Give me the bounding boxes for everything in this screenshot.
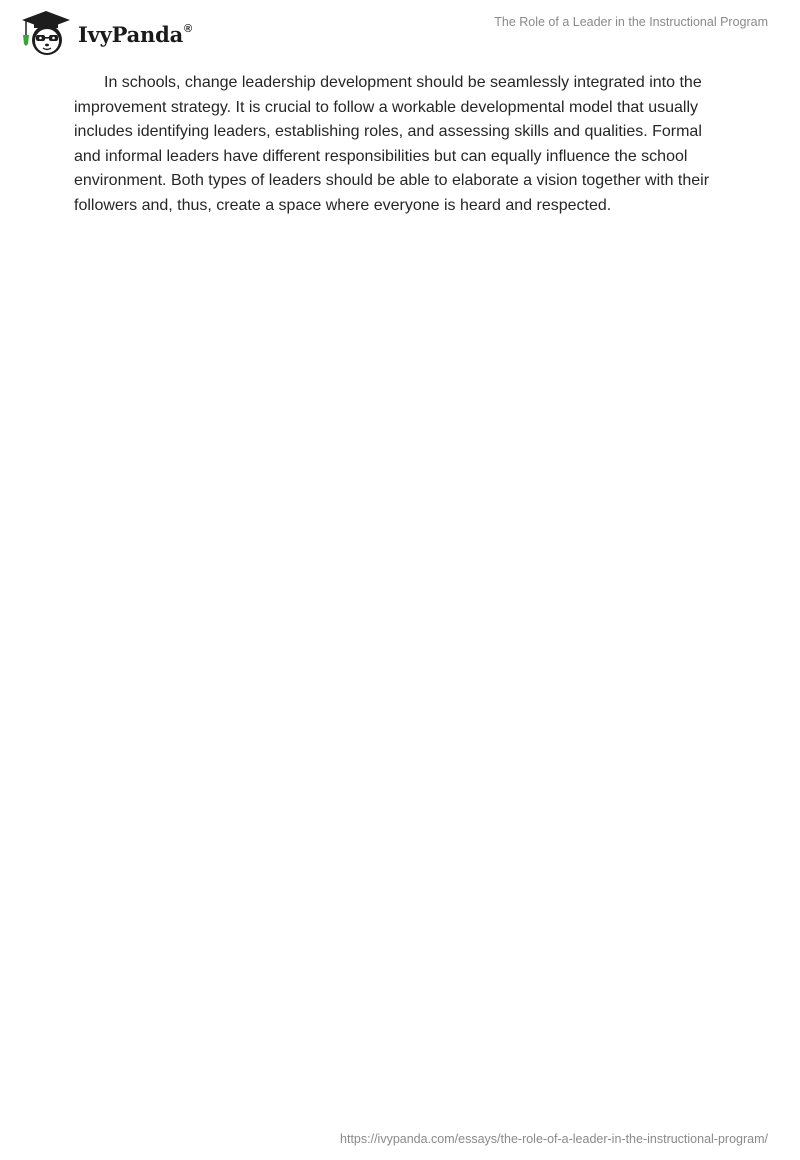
ivypanda-logo[interactable] bbox=[14, 8, 192, 58]
registered-mark: ® bbox=[184, 22, 192, 35]
document-title: The Role of a Leader in the Instructional Program bbox=[494, 15, 768, 29]
panda-graduate-logo-icon bbox=[14, 8, 76, 58]
body-paragraph: In schools, change leadership development should be seamlessly integrated into the improvement strategy. It is crucial to follow a workable developmental model that usually includes identifying leaders, establishing roles, and assessing skills and qualities. Formal and informal leaders have different responsibilities but can equally influence the school environment. Both types of leaders should be able to elaborate a vision together with their followers and, thus, create a space where everyone is heard and respected. bbox=[74, 74, 710, 214]
source-url[interactable]: https://ivypanda.com/essays/the-role-of-a-leader-in-the-instructional-program/ bbox=[340, 1132, 768, 1146]
logo-wordmark: IvyPanda® bbox=[78, 21, 192, 47]
page-header bbox=[0, 0, 800, 70]
